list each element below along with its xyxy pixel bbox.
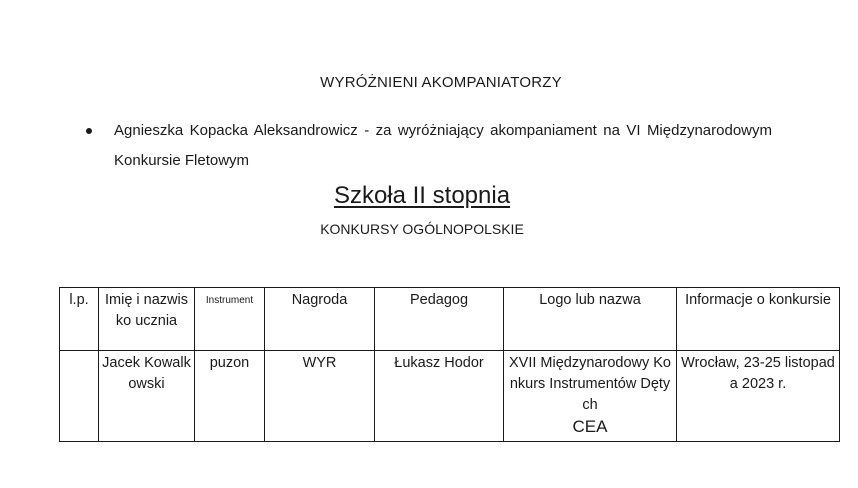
results-table bbox=[59, 287, 840, 442]
header-info: Informacje o konkursie bbox=[677, 288, 840, 351]
awards-heading: WYRÓŻNIENI AKOMPANIATORZY bbox=[320, 74, 562, 91]
header-instrument: Instrument bbox=[195, 288, 265, 351]
competition-logo-text: CEA bbox=[572, 417, 608, 436]
cell-name: Jacek Kowalkowski bbox=[99, 351, 195, 442]
cell-info: Wrocław, 23-25 listopada 2023 r. bbox=[677, 351, 840, 442]
subsection-title: KONKURSY OGÓLNOPOLSKIE bbox=[320, 221, 524, 237]
award-list-item bbox=[86, 116, 772, 176]
bullet-icon bbox=[86, 128, 92, 134]
cell-instrument: puzon bbox=[195, 351, 265, 442]
cell-logo bbox=[504, 351, 677, 442]
section-title: Szkoła II stopnia bbox=[333, 182, 511, 209]
cell-award: WYR bbox=[265, 351, 375, 442]
header-logo: Logo lub nazwa bbox=[504, 288, 677, 351]
table-row bbox=[60, 351, 840, 442]
header-name: Imię i nazwisko ucznia bbox=[99, 288, 195, 351]
competition-name: XVII Międzynarodowy Konkurs Instrumentów Dętych bbox=[509, 355, 671, 413]
cell-lp bbox=[60, 351, 99, 442]
cell-teacher: Łukasz Hodor bbox=[375, 351, 504, 442]
award-item-text: Agnieszka Kopacka Aleksandrowicz - za wyróżniający akompaniament na VI Międzynarodowym Konkursie Fletowym bbox=[114, 122, 772, 169]
header-award: Nagroda bbox=[265, 288, 375, 351]
table-header-row bbox=[60, 288, 840, 351]
header-teacher: Pedagog bbox=[375, 288, 504, 351]
header-lp: l.p. bbox=[60, 288, 99, 351]
